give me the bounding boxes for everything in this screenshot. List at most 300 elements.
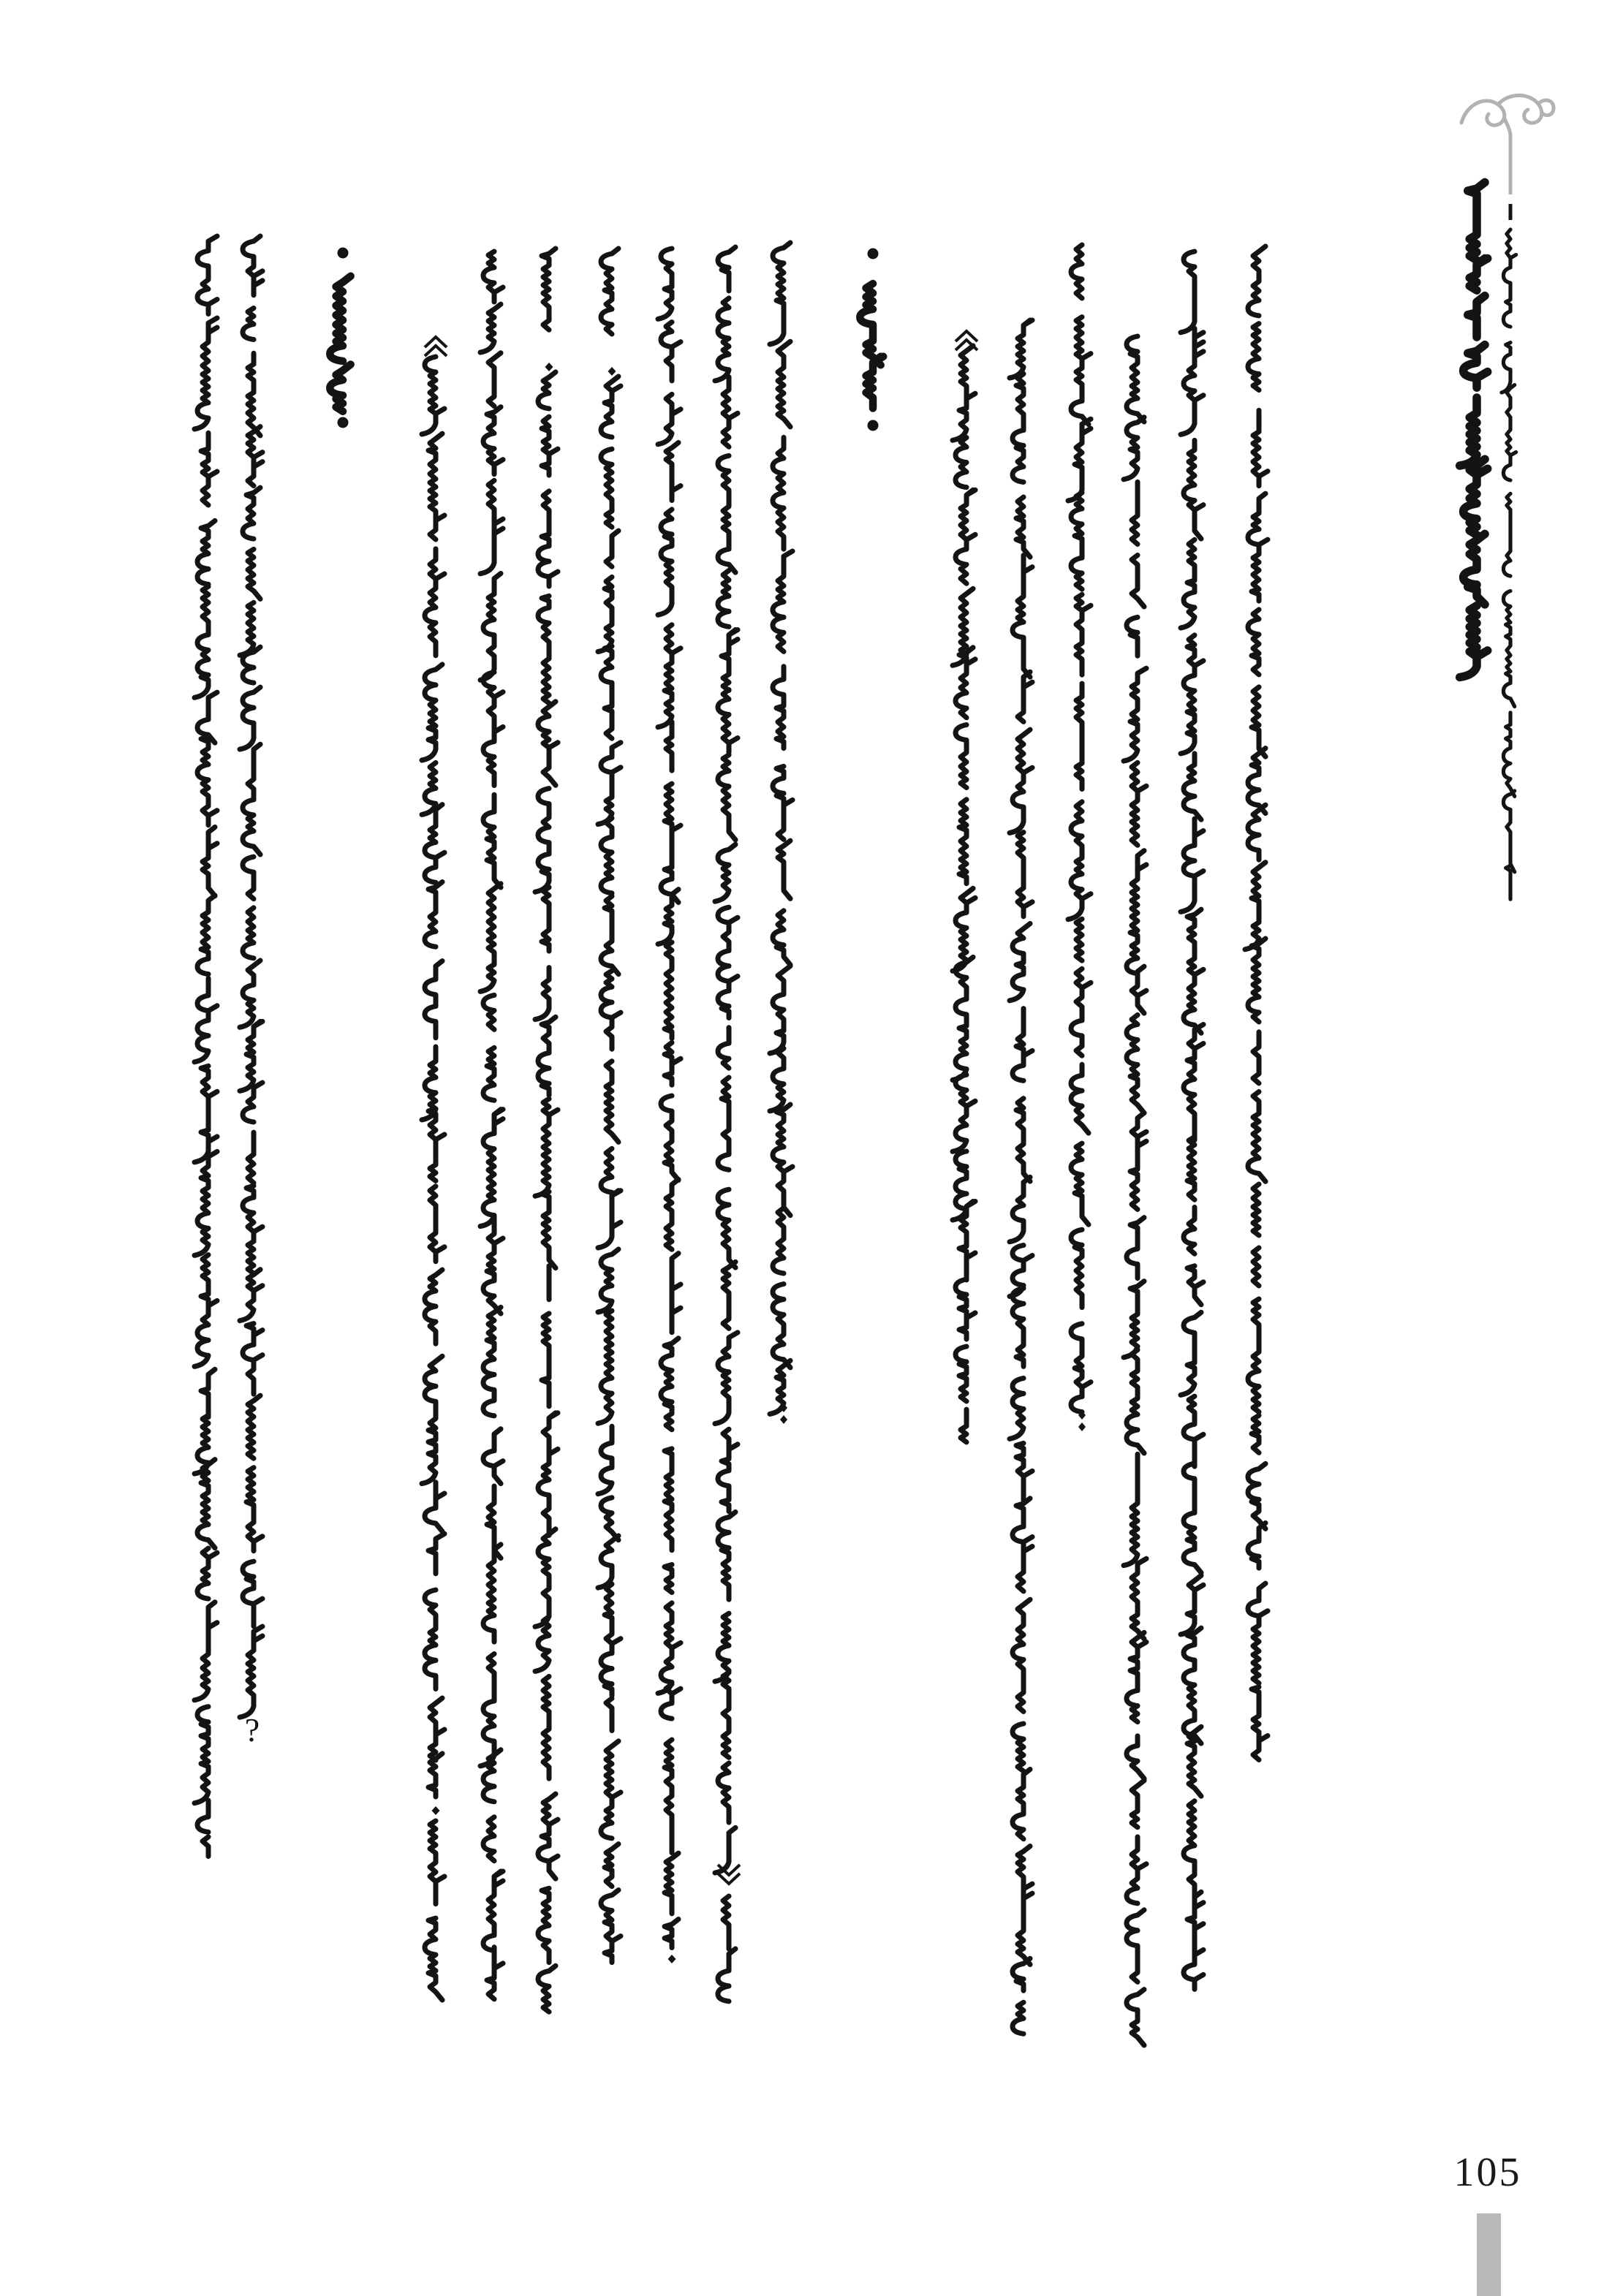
script-word [598,1536,618,1588]
script-word [718,1028,729,1069]
script-word [773,1105,792,1216]
script-word [598,577,612,651]
header-title-column [1460,182,1488,677]
script-word [542,1191,556,1268]
script-word [1503,493,1510,576]
script-word [1506,865,1510,899]
script-word [194,1654,208,1700]
script-word [1071,1143,1089,1224]
script-word [666,443,681,501]
script-word [542,887,549,951]
script-word [1071,245,1082,298]
script-word [605,1844,618,1887]
body-column-2 [240,236,262,1748]
script-word [483,407,503,474]
script-word [1248,493,1268,601]
script-word [773,1208,784,1274]
script-word [480,884,501,992]
script-word [240,1021,262,1091]
script-word [483,1429,503,1484]
script-word [1248,610,1259,675]
script-word [773,1284,790,1368]
script-word [718,1949,735,2001]
script-word [487,1947,503,1999]
script-word [601,449,612,527]
diamond-dot [608,367,616,376]
script-word [666,722,672,771]
script-word [658,509,672,615]
script-word [1013,1958,1030,1990]
script-word [953,1075,975,1151]
footer-bar [1477,2213,1501,2296]
diamond-dot [545,363,553,371]
script-word [1464,345,1488,388]
page-number: 105 [1453,2150,1522,2195]
open-quote-mark [956,331,977,350]
script-word [1071,969,1091,1056]
body-column-1 [194,236,217,1857]
script-word [770,243,790,344]
script-word [1252,1415,1259,1452]
script-word [1127,1736,1144,1778]
script-word [665,1853,678,1914]
script-word [488,353,501,406]
script-word [240,602,254,655]
script-word [773,667,784,749]
script-word [480,480,503,574]
script-word [1468,296,1485,337]
script-word [658,625,681,727]
body-column-4 [422,337,447,2000]
script-word [661,1338,678,1430]
script-word [718,455,735,572]
script-word [246,1468,262,1551]
bullet-dot [338,417,349,428]
script-word [243,1186,262,1273]
script-word [718,690,738,753]
script-word [208,1602,217,1653]
script-word [722,630,738,691]
script-word [1181,1312,1201,1395]
script-word [425,961,442,1038]
script-word [1187,1137,1195,1200]
script-word [1252,1687,1268,1760]
script-word [483,795,501,887]
script-word [778,341,790,427]
script-word [1253,1248,1259,1286]
script-word [1076,683,1082,789]
script-word [1252,687,1266,757]
script-word [1132,1781,1144,1827]
script-word [1181,635,1203,754]
script-word [1016,1443,1032,1500]
script-word [606,1699,612,1731]
script-word [330,365,350,412]
script-word [658,394,681,444]
script-word [243,647,260,683]
script-word [430,1186,444,1262]
script-word [666,1180,678,1250]
script-word [1248,1463,1266,1528]
script-word [197,737,217,825]
script-word [1184,1801,1195,1900]
script-word [248,549,260,599]
script-word [665,1740,672,1853]
diamond-dot [432,1806,440,1815]
script-word [538,596,549,703]
script-word [483,1750,501,1802]
body-column-10 [770,243,792,1424]
script-word [425,882,442,947]
script-word [961,1409,966,1442]
script-word [1127,1910,1144,1982]
script-word [1184,1025,1203,1140]
script-word [1013,556,1032,678]
script-word [778,841,790,898]
script-word [1013,374,1024,482]
script-word [606,1061,618,1143]
script-word [483,1871,503,1951]
script-word [1469,259,1488,291]
script-word [1127,1632,1146,1721]
script-word [1253,410,1268,485]
script-word [953,346,975,440]
script-word [661,322,681,381]
ornament-flourish-icon [1461,95,1554,136]
script-word [1010,1378,1024,1439]
script-word [1127,1350,1144,1453]
script-word [1132,1558,1146,1639]
script-word [715,1333,738,1424]
script-word [542,249,556,330]
script-word [773,766,792,839]
script-word [1127,336,1144,422]
script-word [538,372,556,409]
script-word [425,1918,442,2000]
script-word [197,895,215,974]
script-word [1187,1266,1203,1305]
script-word [718,570,729,626]
script-word [1184,909,1203,1033]
script-word [1248,749,1266,814]
script-word [542,417,558,475]
bullet-dot [868,420,879,431]
script-word [661,1684,681,1719]
script-word [1076,594,1091,675]
script-word [538,1413,558,1535]
diamond-dot [668,1955,676,1963]
script-word [601,249,618,334]
header-subtitle-column [1502,204,1516,899]
script-word [1503,713,1514,797]
script-word [1502,343,1510,393]
script-word [1503,591,1514,707]
script-word [240,1270,262,1321]
script-word [538,1966,556,2012]
script-word [953,957,973,1080]
script-word [1460,398,1477,466]
script-word [956,648,975,718]
script-word [601,1890,621,1963]
script-word [1503,791,1514,872]
script-word [956,1346,966,1401]
script-word [1127,1990,1144,2045]
body-column-15 [1124,336,1146,2045]
script-word [598,743,621,825]
script-word [601,1741,621,1838]
body-column-9 [715,247,740,2001]
script-word [1127,1837,1146,1903]
script-word [1127,617,1138,656]
script-word [665,1449,672,1550]
script-word [601,971,621,1049]
script-word [601,896,618,974]
script-word [1010,320,1032,378]
section-heading-right [860,249,883,431]
script-word [1013,1499,1032,1591]
script-word [1253,1032,1259,1083]
script-word [483,1047,494,1100]
script-word [1184,1892,1203,1989]
script-word [601,1498,618,1540]
script-word [773,437,784,549]
script-word [956,490,975,583]
script-word [1184,1463,1201,1573]
script-word [718,1763,729,1822]
script-word [959,800,966,884]
script-word [248,353,260,436]
body-column-7 [598,249,621,1963]
script-word [1248,939,1266,1022]
script-word [1013,1009,1032,1081]
script-word [1184,1396,1203,1466]
script-word [197,520,215,584]
script-word [718,1429,738,1512]
script-word [1181,1575,1203,1634]
script-word [1248,246,1266,316]
script-word [1071,1230,1082,1307]
script-word [194,318,217,429]
script-word [1010,924,1030,1001]
script-word [542,1314,549,1406]
script-word [197,236,217,314]
script-word [243,744,260,855]
script-word [422,664,442,760]
script-word [1071,493,1082,589]
script-word [483,1817,494,1861]
script-word [598,1191,621,1248]
script-word [194,1255,217,1367]
script-word [658,249,672,319]
script-word [1124,417,1144,480]
body-column-17 [1245,246,1268,1760]
script-word [1076,919,1082,961]
script-word [1013,1770,1030,1839]
script-word [718,755,735,840]
script-word [773,911,790,965]
script-word [1464,459,1488,535]
script-word [665,1042,681,1085]
script-word [1068,802,1091,920]
script-word [425,1270,442,1344]
script-word [1127,851,1146,974]
script-word [428,1534,444,1574]
script-word [1068,419,1091,501]
script-word [535,1099,558,1196]
script-word [240,1626,262,1717]
script-word [201,433,217,505]
script-word [1253,1184,1259,1235]
script-word [1503,230,1516,327]
bullet-dot [868,249,879,259]
question-mark: ? [244,1711,260,1748]
body-column-12 [953,331,977,1442]
script-word [1124,668,1146,761]
script-word [661,1096,678,1181]
body-column-14 [1068,245,1091,1431]
bullet-dot [338,248,349,259]
script-word [480,1654,494,1766]
dash-mark [1509,204,1513,220]
script-word [601,1148,612,1192]
script-word [956,438,966,488]
script-word [956,725,966,788]
script-word [718,247,735,291]
script-word [480,574,501,681]
script-word [538,1888,549,1963]
script-word [428,433,444,539]
script-word [665,1920,678,1948]
script-word [1181,328,1203,434]
script-word [1016,1099,1030,1182]
script-word [1071,317,1091,425]
script-word [1127,1015,1144,1113]
script-word [601,376,621,437]
script-word [715,298,729,381]
script-word [1248,1092,1266,1182]
script-word [1013,1724,1024,1771]
script-word [480,304,501,352]
script-word [535,968,549,1020]
script-word [203,827,217,896]
script-word [240,961,260,1027]
script-word [1010,730,1032,833]
script-word [1127,1218,1144,1278]
script-word [601,1584,621,1696]
script-word [1071,1324,1091,1412]
script-word [1018,1846,1032,1965]
script-word [483,251,503,302]
body-column-8 [658,249,681,1963]
script-word [665,942,672,1039]
script-word [428,1109,444,1181]
script-word [718,907,738,1018]
script-word [598,1249,618,1312]
script-word [248,1132,254,1183]
script-word [1018,833,1032,917]
script-word [430,1698,444,1760]
script-word [538,1794,558,1879]
script-word [243,857,254,899]
script-word [1464,534,1485,604]
script-word [194,1707,208,1803]
script-word [483,995,494,1029]
script-word [1013,1599,1030,1711]
script-word [770,1048,784,1111]
script-word [543,1676,549,1778]
script-word [723,1672,729,1757]
script-word [422,1356,442,1483]
script-word [723,377,738,447]
script-word [598,1311,612,1423]
script-word [1124,1281,1144,1357]
script-word [330,276,350,361]
script-word [1130,1113,1146,1210]
script-word [1184,440,1203,539]
script-word [197,1800,208,1832]
script-word [243,488,260,539]
script-word [1181,251,1195,333]
script-word [1248,1299,1259,1412]
script-word [672,1254,681,1333]
script-word [194,978,217,1062]
script-word [1181,539,1195,628]
script-word [240,687,260,749]
script-word [1071,1064,1089,1133]
script-word [601,646,612,738]
script-word [194,586,208,697]
script-word [661,784,681,902]
script-word [658,1603,681,1694]
script-word [243,1561,262,1626]
script-word [1181,819,1203,912]
script-word [483,1307,501,1416]
script-word [425,805,444,883]
body-column-6 [535,249,558,2012]
script-word [197,1548,217,1599]
script-word [718,1189,735,1268]
script-word [194,1066,217,1162]
script-word [243,1324,262,1395]
script-word [535,1529,556,1627]
script-word [1248,1583,1268,1683]
script-word [483,672,503,786]
script-word [201,1369,215,1417]
script-word [1132,762,1146,845]
script-word [243,308,254,340]
script-word [715,844,735,901]
script-word [425,549,444,656]
script-word [203,1837,208,1857]
script-word [1184,754,1201,819]
script-word [665,1565,672,1593]
script-word [723,1262,735,1328]
script-word [770,1360,790,1414]
script-word [243,236,262,295]
script-word [1245,863,1266,950]
script-word [1016,497,1030,557]
script-word [538,491,558,586]
script-word [860,284,880,365]
script-word [1013,2002,1024,2034]
script-word [598,1426,612,1493]
script-word [718,1077,729,1170]
script-word [1248,324,1259,390]
section-heading-left [330,248,350,428]
script-word [538,1017,556,1095]
script-word [723,1896,729,1949]
script-word [480,1110,503,1227]
